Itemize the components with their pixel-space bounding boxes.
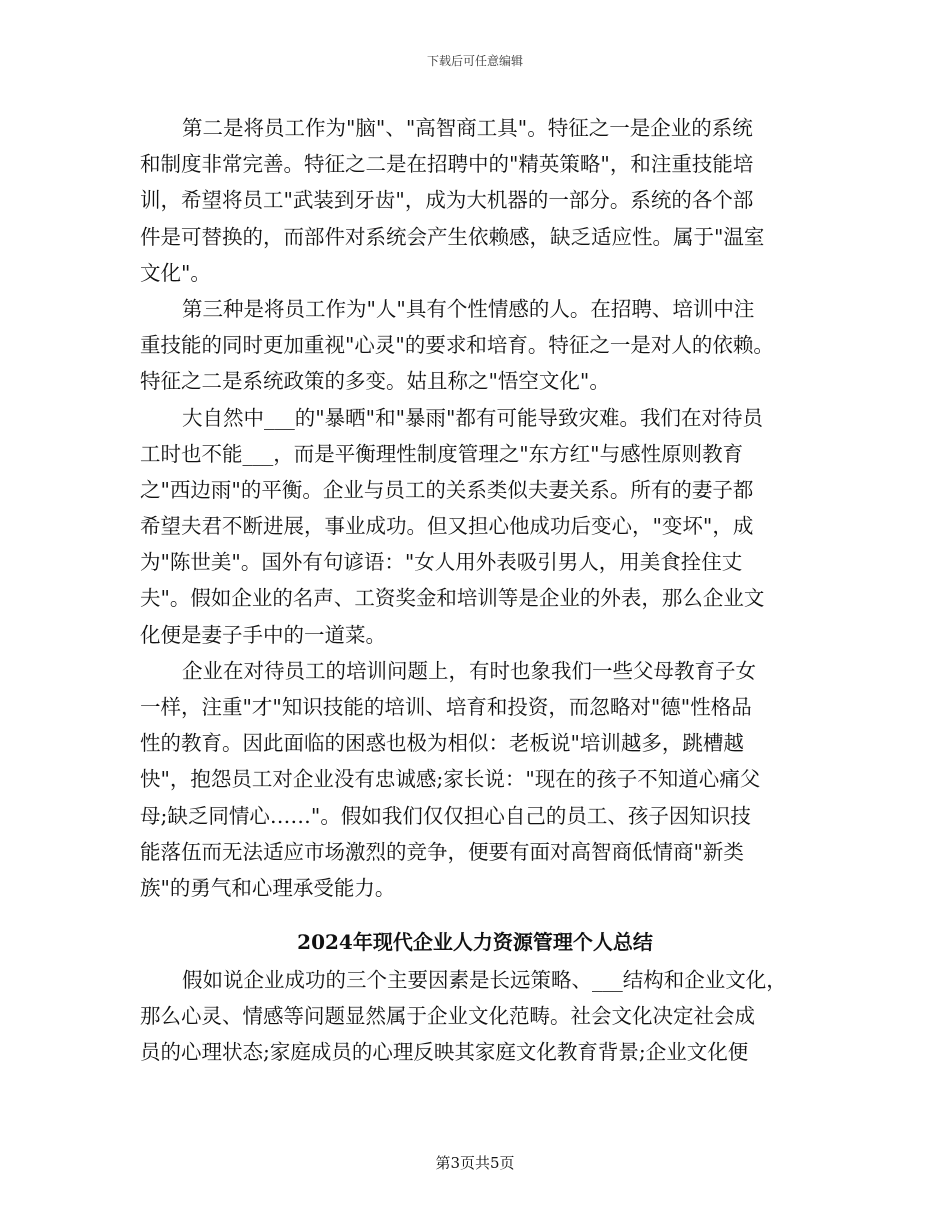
text-line: 母;缺乏同情心……"。假如我们仅仅担心自己的员工、孩子因知识技: [140, 803, 751, 828]
body-text-after: [140, 962, 810, 1071]
text-line: 特征之二是系统政策的多变。姑且称之"悟空文化"。: [140, 369, 610, 394]
text-line: 性的教育。因此面临的困惑也极为相似：老板说"培训越多，跳槽越: [140, 731, 744, 756]
text-line: 能落伍而无法适应市场激烈的竞争，便要有面对高智商低情商"新类: [140, 839, 744, 864]
text-line: 一样，注重"才"知识技能的培训、培育和投资，而忽略对"德"性格品: [140, 695, 752, 719]
text-line: 文化"。: [140, 260, 211, 285]
text-line: 族"的勇气和心理承受能力。: [140, 875, 396, 900]
text-line: 工时也不能___，而是平衡理性制度管理之"东方红"与感性原则教育: [140, 441, 744, 466]
page-header: 下载后可任意编辑: [426, 54, 523, 68]
text-line: 企业在对待员工的培训问题上，有时也象我们一些父母教育子女: [182, 658, 756, 683]
text-line: 之"西边雨"的平衡。企业与员工的关系类似夫妻关系。所有的妻子都: [140, 477, 754, 502]
text-line: 件是可替换的，而部件对系统会产生依赖感，缺乏适应性。属于"温室: [140, 224, 765, 249]
text-line: 第三种是将员工作为"人"具有个性情感的人。在招聘、培训中注: [182, 296, 755, 321]
text-line: 快"，抱怨员工对企业没有忠诚感;家长说："现在的孩子不知道心痛父: [140, 767, 761, 792]
page-footer: 第3页共5页: [435, 1154, 515, 1172]
text-line: 第二是将员工作为"脑"、"高智商工具"。特征之一是企业的系统: [182, 116, 753, 140]
text-line: 希望夫君不断进展，事业成功。但又担心他成功后变心，"变坏"，成: [140, 514, 754, 539]
text-line: 化便是妻子手中的一道菜。: [140, 622, 386, 647]
text-line: 重技能的同时更加重视"心灵"的要求和培育。特征之一是对人的依赖。: [140, 333, 774, 358]
section-title: 2024年现代企业人力资源管理个人总结: [297, 930, 653, 954]
text-line: 那么心灵、情感等问题显然属于企业文化范畴。社会文化决定社会成: [140, 1004, 755, 1029]
text-line: 夫"。假如企业的名声、工资奖金和培训等是企业的外表，那么企业文: [140, 586, 765, 611]
text-line: 员的心理状态;家庭成员的心理反映其家庭文化教育背景;企业文化便: [140, 1040, 749, 1065]
body-text-before: [140, 110, 810, 906]
text-line: 训，希望将员工"武装到牙齿"，成为大机器的一部分。系统的各个部: [140, 188, 754, 213]
text-line: 大自然中___的"暴晒"和"暴雨"都有可能导致灾难。我们在对待员: [182, 405, 763, 430]
text-line: 假如说企业成功的三个主要因素是长远策略、___结构和企业文化，: [182, 968, 787, 992]
text-line: 为"陈世美"。国外有句谚语："女人用外表吸引男人，用美食拴住丈: [140, 550, 743, 575]
text-line: 和制度非常完善。特征之二是在招聘中的"精英策略"，和注重技能培: [140, 152, 754, 177]
